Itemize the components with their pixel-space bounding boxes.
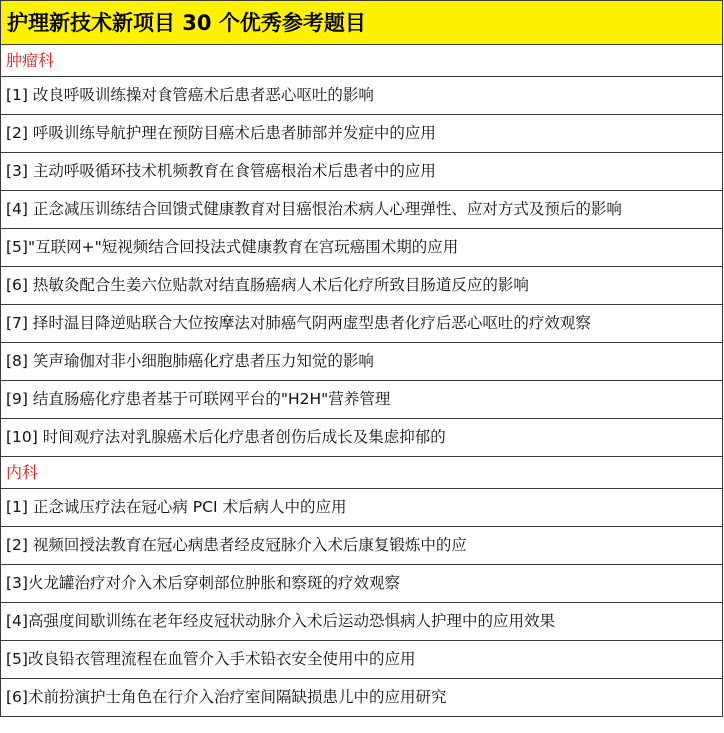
table-row: [1] 改良呼吸训练操对食管癌术后患者恶心呕吐的影响: [1, 77, 723, 115]
table-row: [2] 呼吸训练导航护理在预防目癌术后患者肺部并发症中的应用: [1, 115, 723, 153]
section-heading-oncology: 肿瘤科: [1, 45, 723, 77]
table-row: [4]高强度间歇训练在老年经皮冠状动脉介入术后运动恐惧病人护理中的应用效果: [1, 603, 723, 641]
table-row: [4] 正念减压训练结合回馈式健康教育对目癌恨治术病人心理弹性、应对方式及预后的影响: [1, 191, 723, 229]
table-row: [2] 视频回授法教育在冠心病患者经皮冠脉介入术后康复锻炼中的应: [1, 527, 723, 565]
table-row: [1] 正念诚压疗法在冠心病 PCI 术后病人中的应用: [1, 489, 723, 527]
table-row: [6]术前扮演护士角色在行介入治疗室间隔缺损患儿中的应用研究: [1, 679, 723, 717]
section-heading-internal-medicine: 内科: [1, 457, 723, 489]
table-row: [9] 结直肠癌化疗患者基于可联网平台的"H2H"营养管理: [1, 381, 723, 419]
table-row: [6] 热敏灸配合生姜六位贴款对结直肠癌病人术后化疗所致目肠道反应的影响: [1, 267, 723, 305]
page-title: 护理新技术新项目 30 个优秀参考题目: [1, 1, 723, 45]
table-row: [3]火龙罐治疗对介入术后穿刺部位肿胀和察斑的疗效观察: [1, 565, 723, 603]
table-row: [8] 笑声瑜伽对非小细胞肺癌化疗患者压力知觉的影响: [1, 343, 723, 381]
table-row: [5]"互联网+"短视频结合回投法式健康教育在宫玩癌围术期的应用: [1, 229, 723, 267]
table-row: [7] 择时温目降逆贴联合大位按摩法对肺癌气阴两虚型患者化疗后恶心呕吐的疗效观察: [1, 305, 723, 343]
table-row: [3] 主动呼吸循环技术机频教育在食管癌根治术后患者中的应用: [1, 153, 723, 191]
table-row: [5]改良铅衣管理流程在血管介入手术铅衣安全使用中的应用: [1, 641, 723, 679]
table-row: [10] 时间观疗法对乳腺癌术后化疗患者创伤后成长及集虑抑郁的: [1, 419, 723, 457]
